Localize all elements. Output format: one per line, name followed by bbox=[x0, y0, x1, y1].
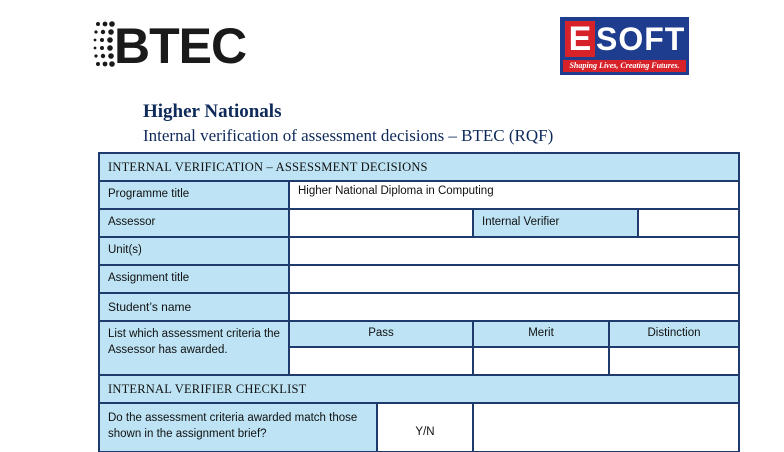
merit-header: Merit bbox=[473, 321, 609, 347]
assessor-field[interactable] bbox=[289, 209, 473, 237]
student-name-label: Student’s name bbox=[99, 293, 289, 321]
pass-field[interactable] bbox=[289, 347, 473, 375]
esoft-wordmark: SOFT bbox=[596, 21, 686, 57]
unit-label: Unit(s) bbox=[99, 237, 289, 265]
programme-title-label: Programme title bbox=[99, 181, 289, 209]
btec-logo bbox=[92, 16, 262, 76]
internal-verifier-label: Internal Verifier bbox=[473, 209, 638, 237]
page-subtitle: Internal verification of assessment decisions – BTEC (RQF) bbox=[143, 126, 554, 145]
checklist-question-1: Do the assessment criteria awarded match those shown in the assignment brief? bbox=[99, 403, 377, 452]
section-header-verifier-checklist: INTERNAL VERIFIER CHECKLIST bbox=[99, 375, 739, 403]
verification-form bbox=[98, 152, 740, 452]
pass-header: Pass bbox=[289, 321, 473, 347]
esoft-logo bbox=[560, 17, 689, 75]
btec-wordmark: BTEC bbox=[114, 18, 247, 74]
distinction-header: Distinction bbox=[609, 321, 739, 347]
internal-verifier-field[interactable] bbox=[638, 209, 739, 237]
esoft-e-mark: E bbox=[565, 21, 595, 57]
checklist-comment-field[interactable] bbox=[473, 403, 739, 452]
assessor-label: Assessor bbox=[99, 209, 289, 237]
merit-field[interactable] bbox=[473, 347, 609, 375]
programme-title-field[interactable]: Higher National Diploma in Computing bbox=[289, 181, 739, 209]
student-name-field[interactable] bbox=[289, 293, 739, 321]
distinction-field[interactable] bbox=[609, 347, 739, 375]
criteria-label: List which assessment criteria the Assessor has awarded. bbox=[99, 321, 289, 375]
assignment-title-field[interactable] bbox=[289, 265, 739, 293]
unit-field[interactable] bbox=[289, 237, 739, 265]
yn-field[interactable]: Y/N bbox=[377, 403, 473, 452]
page-title: Higher Nationals bbox=[143, 101, 282, 122]
esoft-tagline: Shaping Lives, Creating Futures. bbox=[563, 60, 686, 72]
assignment-title-label: Assignment title bbox=[99, 265, 289, 293]
section-header-assessment-decisions: INTERNAL VERIFICATION – ASSESSMENT DECISIONS bbox=[99, 153, 739, 181]
